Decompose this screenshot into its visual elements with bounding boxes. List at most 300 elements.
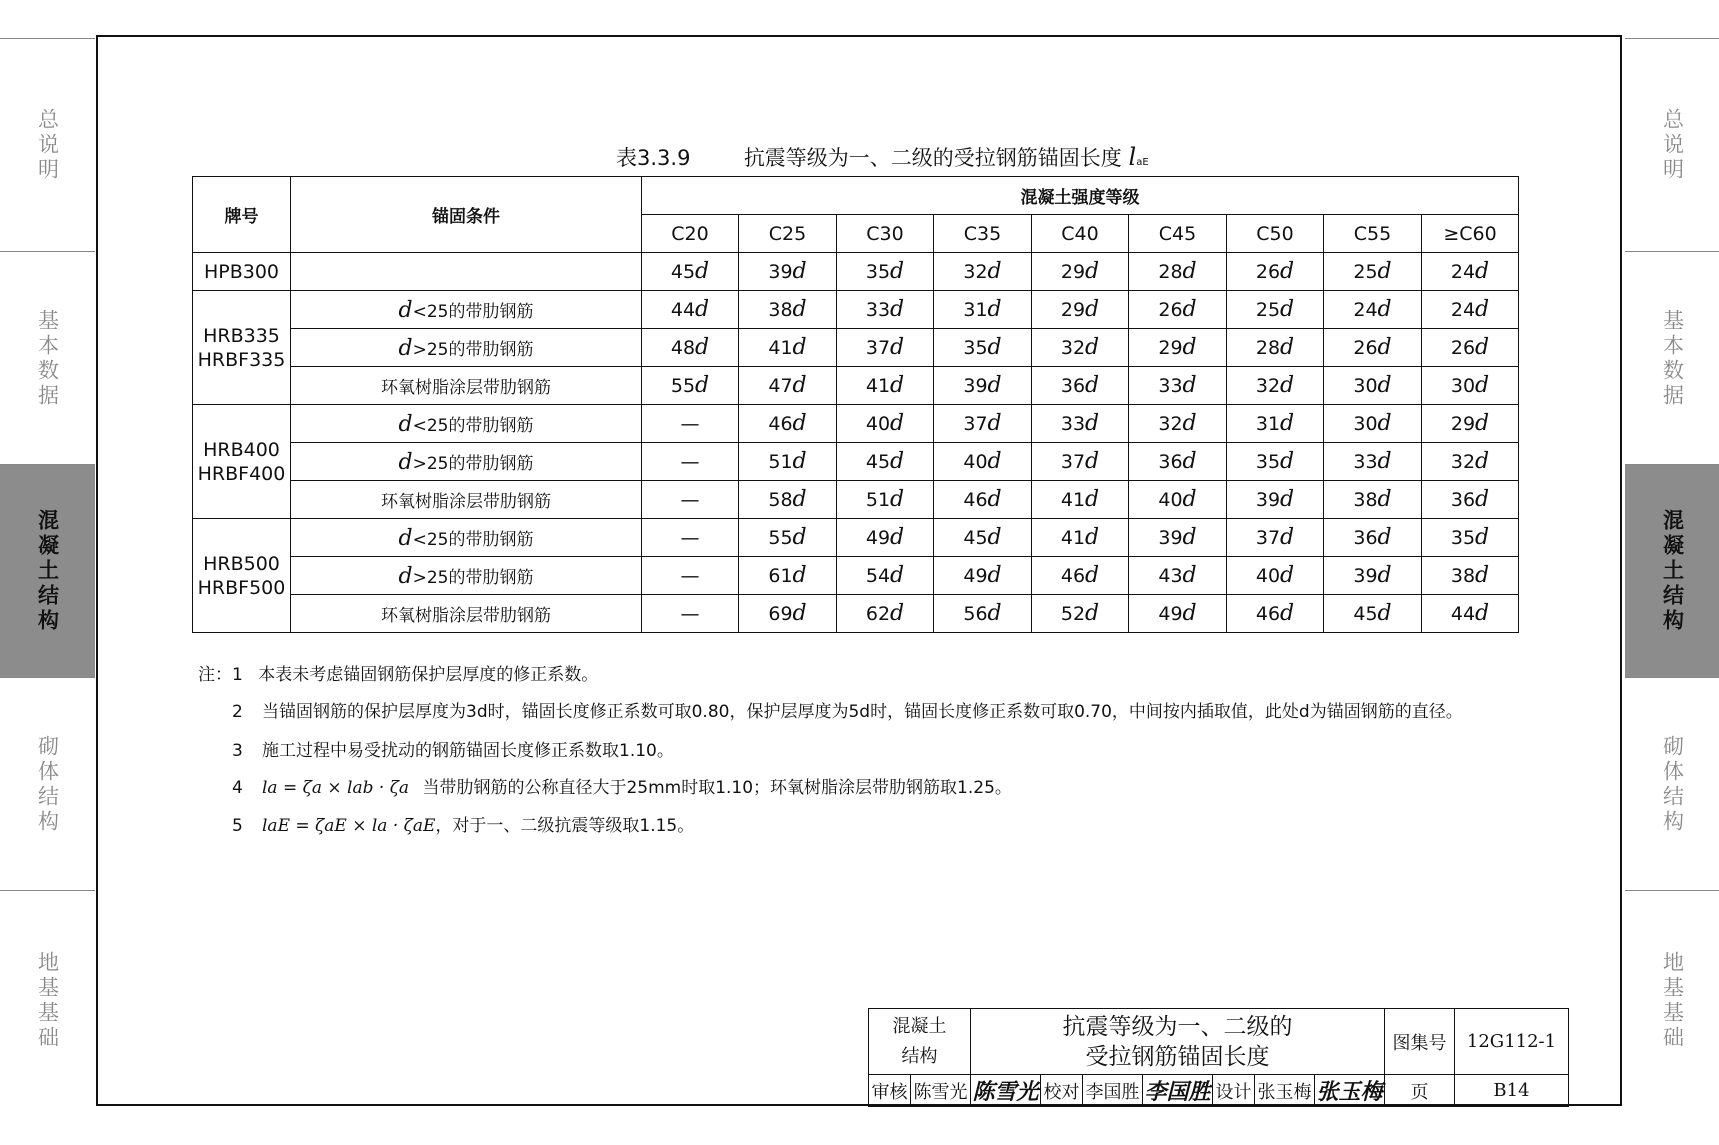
- anchorage-value: 47: [768, 375, 793, 397]
- anchorage-value: 61: [768, 565, 793, 587]
- anchorage-value: 32: [1450, 451, 1476, 473]
- unit-d: d: [1377, 449, 1392, 474]
- anchorage-value-cell: [1422, 291, 1519, 329]
- note-number: 4: [232, 778, 243, 798]
- anchorage-value: 62: [865, 603, 891, 625]
- unit-d: d: [1475, 449, 1490, 474]
- anchorage-value-cell: [1129, 557, 1227, 595]
- anchorage-value: 29: [1158, 337, 1183, 359]
- anchorage-value: 44: [670, 299, 696, 321]
- condition-text: 环氧树脂涂层带肋钢筋: [381, 377, 551, 398]
- anchorage-value-cell: [739, 443, 837, 481]
- anchorage-value: 55: [670, 375, 696, 397]
- tb-page-label: 页: [1385, 1075, 1455, 1107]
- unit-d: d: [1182, 297, 1197, 322]
- tab-concrete-structure[interactable]: [0, 464, 95, 678]
- anchorage-value: 44: [1450, 603, 1476, 625]
- note-text: 当带肋钢筋的公称直径大于25mm时取1.10；环氧树脂涂层带肋钢筋取1.25。: [422, 778, 1012, 798]
- anchorage-value-cell: [1422, 443, 1519, 481]
- tab-label: 基本数据: [35, 308, 60, 409]
- note-text: 施工过程中易受扰动的钢筋锚固长度修正系数取1.10。: [262, 741, 674, 761]
- anchorage-value-cell: [642, 291, 739, 329]
- anchorage-value: 33: [1158, 375, 1183, 397]
- concrete-grade-cell: C45: [1129, 215, 1227, 253]
- anchorage-value: 46: [963, 489, 988, 511]
- table-row: [193, 367, 1519, 405]
- anchorage-value: 48: [670, 337, 696, 359]
- anchorage-value-cell: [1032, 329, 1129, 367]
- note-formula: la = ζa × lab · ζa: [262, 778, 410, 798]
- anchorage-value-cell: [1032, 291, 1129, 329]
- unit-d: d: [1377, 487, 1392, 512]
- unit-d: d: [1182, 601, 1197, 626]
- table-row: [193, 481, 1519, 519]
- anchorage-value-cell: [1129, 367, 1227, 405]
- condition-text: 环氧树脂涂层带肋钢筋: [381, 491, 551, 512]
- concrete-grade-cell: C35: [934, 215, 1032, 253]
- anchorage-value: 24: [1353, 299, 1378, 321]
- note-3: [232, 736, 674, 761]
- unit-d: d: [1182, 563, 1197, 588]
- table-title: 抗震等级为一、二级的受拉钢筋锚固长度: [743, 146, 1122, 170]
- anchorage-value-cell: [1032, 557, 1129, 595]
- unit-d: d: [1280, 373, 1295, 398]
- unit-d: d: [890, 259, 905, 284]
- table-caption: [616, 142, 1149, 172]
- unit-d: d: [1475, 373, 1490, 398]
- unit-d: d: [987, 259, 1002, 284]
- anchorage-value: 37: [963, 413, 988, 435]
- anchorage-value-cell: [1422, 481, 1519, 519]
- unit-d: d: [792, 525, 807, 550]
- unit-d: d: [890, 297, 905, 322]
- anchorage-value: —: [680, 602, 700, 625]
- anchorage-value-cell: [1422, 519, 1519, 557]
- tab-label: 地基基础: [1660, 951, 1685, 1051]
- tab-masonry-structure[interactable]: [0, 677, 95, 891]
- unit-d: d: [987, 449, 1002, 474]
- anchorage-value-cell: [1227, 443, 1324, 481]
- anchorage-value: 46: [768, 413, 793, 435]
- table-row: [193, 253, 1519, 291]
- unit-d: d: [1085, 449, 1100, 474]
- anchorage-value: 30: [1353, 375, 1378, 397]
- anchorage-value-cell: [1032, 595, 1129, 633]
- anchorage-value-cell: [837, 291, 934, 329]
- anchorage-value: 45: [1353, 603, 1378, 625]
- tb-reviewer: 陈雪光: [911, 1075, 971, 1107]
- anchorage-value: 51: [768, 451, 793, 473]
- anchorage-value: 26: [1450, 337, 1476, 359]
- unit-d: d: [1182, 373, 1197, 398]
- anchorage-value-cell: [739, 253, 837, 291]
- condition-text: >25的带肋钢筋: [412, 567, 534, 588]
- anchorage-value: 29: [1450, 413, 1476, 435]
- anchorage-value-cell: [1324, 329, 1422, 367]
- anchorage-value: 32: [963, 261, 988, 283]
- anchorage-value-cell: [642, 595, 739, 633]
- header-row: [193, 177, 1519, 215]
- tab-masonry-structure[interactable]: [1625, 677, 1719, 891]
- anchorage-value: 32: [1060, 337, 1086, 359]
- unit-d: d: [792, 563, 807, 588]
- unit-d: d: [1280, 563, 1295, 588]
- anchorage-value: 46: [1060, 565, 1086, 587]
- tab-label: 砌体结构: [35, 734, 60, 835]
- header-condition: 锚固条件: [291, 177, 642, 253]
- condition-cell: [291, 443, 642, 481]
- condition-cell: [291, 519, 642, 557]
- anchorage-value: 30: [1353, 413, 1378, 435]
- unit-d: d: [1475, 487, 1490, 512]
- anchorage-value: 56: [963, 603, 988, 625]
- anchorage-value: 31: [1255, 413, 1281, 435]
- anchorage-value-cell: [1032, 481, 1129, 519]
- unit-d: d: [1377, 563, 1392, 588]
- anchorage-value: 39: [1353, 565, 1378, 587]
- anchorage-value-cell: [934, 595, 1032, 633]
- anchorage-value-cell: [1422, 557, 1519, 595]
- anchorage-value-cell: [934, 329, 1032, 367]
- tb-title-line-2: 受拉钢筋锚固长度: [1085, 1043, 1270, 1070]
- signature-checker: 李国胜: [1144, 1079, 1211, 1105]
- table-row: [193, 595, 1519, 633]
- notes-prefix: 注：: [198, 665, 232, 685]
- tb-page-no: B14: [1455, 1075, 1569, 1107]
- condition-cell: [291, 481, 642, 519]
- unit-d: d: [1280, 411, 1295, 436]
- anchorage-value: 51: [865, 489, 891, 511]
- anchorage-value-cell: [837, 481, 934, 519]
- anchorage-value: 26: [1255, 261, 1281, 283]
- anchorage-value: 31: [963, 299, 988, 321]
- unit-d: d: [1280, 449, 1295, 474]
- unit-d: d: [1280, 297, 1295, 322]
- note-text: 本表未考虑锚固钢筋保护层厚度的修正系数。: [258, 665, 599, 685]
- unit-d: d: [792, 297, 807, 322]
- tab-concrete-structure[interactable]: [1625, 464, 1719, 678]
- right-sidebar: [1625, 38, 1719, 1110]
- anchorage-value-cell: [1324, 519, 1422, 557]
- anchorage-value: 36: [1450, 489, 1476, 511]
- anchorage-value-cell: [837, 443, 934, 481]
- tab-label: 总说明: [1660, 108, 1685, 183]
- steel-grade-cell: HPB300: [193, 253, 291, 291]
- tab-basic-data[interactable]: [1625, 251, 1719, 465]
- anchorage-value: 54: [865, 565, 891, 587]
- tab-foundation[interactable]: [0, 890, 95, 1111]
- anchorage-value-cell: [1129, 291, 1227, 329]
- condition-text: <25的带肋钢筋: [412, 415, 534, 436]
- diameter-symbol: d: [398, 411, 413, 437]
- unit-d: d: [792, 373, 807, 398]
- anchorage-value-cell: [934, 253, 1032, 291]
- anchorage-value: 55: [768, 527, 793, 549]
- anchorage-value-cell: [739, 481, 837, 519]
- anchorage-value: 26: [1353, 337, 1378, 359]
- tb-checker: 李国胜: [1083, 1075, 1143, 1107]
- concrete-grade-cell: C55: [1324, 215, 1422, 253]
- tb-review-label: 审核: [869, 1075, 911, 1107]
- anchorage-value: 25: [1255, 299, 1281, 321]
- anchorage-value: 33: [865, 299, 891, 321]
- unit-d: d: [987, 335, 1002, 360]
- anchorage-value-cell: [837, 557, 934, 595]
- anchorage-value: 33: [1353, 451, 1378, 473]
- unit-d: d: [1085, 335, 1100, 360]
- anchorage-value-cell: [837, 367, 934, 405]
- anchorage-value: 58: [768, 489, 793, 511]
- note-number: 5: [232, 816, 243, 836]
- tab-general-notes[interactable]: [1625, 38, 1719, 252]
- anchorage-value-cell: [1324, 367, 1422, 405]
- unit-d: d: [890, 335, 905, 360]
- unit-d: d: [695, 297, 710, 322]
- unit-d: d: [987, 297, 1002, 322]
- unit-d: d: [1475, 601, 1490, 626]
- anchorage-value: 49: [963, 565, 988, 587]
- anchorage-value-cell: [837, 405, 934, 443]
- anchorage-value: 30: [1450, 375, 1476, 397]
- anchorage-value: —: [680, 450, 700, 473]
- anchorage-value-cell: [1324, 595, 1422, 633]
- anchorage-value-cell: [1032, 519, 1129, 557]
- anchorage-value-cell: [1324, 443, 1422, 481]
- unit-d: d: [1085, 525, 1100, 550]
- anchorage-value-cell: [642, 481, 739, 519]
- unit-d: d: [1280, 487, 1295, 512]
- condition-text: >25的带肋钢筋: [412, 453, 534, 474]
- tb-atlas-label: 图集号: [1385, 1009, 1455, 1075]
- anchorage-value-cell: [1227, 519, 1324, 557]
- unit-d: d: [1377, 335, 1392, 360]
- unit-d: d: [890, 563, 905, 588]
- anchorage-value: 49: [865, 527, 891, 549]
- tab-foundation[interactable]: [1625, 890, 1719, 1111]
- anchorage-value-cell: [739, 595, 837, 633]
- anchorage-value: 43: [1158, 565, 1183, 587]
- concrete-grade-cell: C40: [1032, 215, 1129, 253]
- anchorage-value-cell: [642, 367, 739, 405]
- diameter-symbol: d: [398, 297, 413, 323]
- tb-reviewer-signature: [971, 1075, 1041, 1107]
- anchorage-value: 29: [1060, 261, 1086, 283]
- note-2: [232, 697, 1463, 722]
- anchorage-value-cell: [837, 253, 934, 291]
- diameter-symbol: d: [398, 449, 413, 475]
- tb-check-label: 校对: [1041, 1075, 1083, 1107]
- anchorage-value: 28: [1158, 261, 1183, 283]
- anchorage-value: 24: [1450, 261, 1476, 283]
- unit-d: d: [1182, 335, 1197, 360]
- note-5: [232, 811, 694, 836]
- left-sidebar: [0, 38, 95, 1110]
- anchorage-value-cell: [934, 405, 1032, 443]
- concrete-grade-cell: ≥C60: [1422, 215, 1519, 253]
- anchorage-length-table: [192, 176, 1519, 633]
- anchorage-value-cell: [1129, 595, 1227, 633]
- condition-cell: [291, 253, 642, 291]
- anchorage-value-cell: [1422, 367, 1519, 405]
- unit-d: d: [792, 487, 807, 512]
- unit-d: d: [1475, 259, 1490, 284]
- condition-cell: [291, 595, 642, 633]
- unit-d: d: [987, 525, 1002, 550]
- anchorage-value: 39: [1255, 489, 1281, 511]
- anchorage-value-cell: [1129, 329, 1227, 367]
- unit-d: d: [1280, 259, 1295, 284]
- anchorage-value: —: [680, 412, 700, 435]
- concrete-grade-cell: C30: [837, 215, 934, 253]
- anchorage-value: —: [680, 526, 700, 549]
- signature-designer: 张玉梅: [1316, 1079, 1383, 1105]
- anchorage-value-cell: [1032, 405, 1129, 443]
- anchorage-value-cell: [837, 595, 934, 633]
- unit-d: d: [1475, 525, 1490, 550]
- note-4: [232, 773, 1012, 798]
- signature-reviewer: 陈雪光: [972, 1079, 1039, 1105]
- anchorage-value: 38: [1353, 489, 1378, 511]
- tb-checker-signature: [1143, 1075, 1213, 1107]
- condition-text: <25的带肋钢筋: [412, 301, 534, 322]
- note-number: 3: [232, 741, 243, 761]
- concrete-grade-cell: C25: [739, 215, 837, 253]
- anchorage-value-cell: [1032, 253, 1129, 291]
- note-text: 当锚固钢筋的保护层厚度为3d时，锚固长度修正系数可取0.80，保护层厚度为5d时，锚固长度修正系数可取0.70，中间按内插取值，此处d为锚固钢筋的直径。: [262, 702, 1463, 722]
- unit-d: d: [1085, 297, 1100, 322]
- anchorage-value-cell: [1422, 329, 1519, 367]
- condition-text: >25的带肋钢筋: [412, 339, 534, 360]
- anchorage-value: 25: [1353, 261, 1378, 283]
- unit-d: d: [1085, 373, 1100, 398]
- anchorage-value: 52: [1060, 603, 1086, 625]
- tb-designer: 张玉梅: [1255, 1075, 1315, 1107]
- anchorage-value: 38: [1450, 565, 1476, 587]
- unit-d: d: [695, 335, 710, 360]
- condition-text: 环氧树脂涂层带肋钢筋: [381, 605, 551, 626]
- tab-basic-data[interactable]: [0, 251, 95, 465]
- anchorage-value-cell: [1422, 253, 1519, 291]
- unit-d: d: [1475, 563, 1490, 588]
- anchorage-value: 29: [1060, 299, 1086, 321]
- unit-d: d: [1182, 525, 1197, 550]
- anchorage-value: 36: [1060, 375, 1086, 397]
- anchorage-value: 26: [1158, 299, 1183, 321]
- anchorage-value: 35: [1450, 527, 1476, 549]
- unit-d: d: [890, 449, 905, 474]
- table-row: [193, 329, 1519, 367]
- anchorage-value-cell: [1227, 405, 1324, 443]
- unit-d: d: [890, 487, 905, 512]
- anchorage-value: —: [680, 488, 700, 511]
- anchorage-value: 46: [1255, 603, 1281, 625]
- anchorage-value-cell: [739, 557, 837, 595]
- unit-d: d: [1182, 259, 1197, 284]
- anchorage-value-cell: [934, 519, 1032, 557]
- anchorage-value: 38: [768, 299, 793, 321]
- tab-label: 总说明: [35, 108, 60, 183]
- anchorage-value-cell: [739, 367, 837, 405]
- anchorage-value: 69: [768, 603, 793, 625]
- diameter-symbol: d: [398, 563, 413, 589]
- tb-title: [971, 1009, 1385, 1075]
- unit-d: d: [792, 335, 807, 360]
- anchorage-value-cell: [1422, 405, 1519, 443]
- caption-symbol-sub: aE: [1136, 157, 1149, 168]
- diameter-symbol: d: [398, 525, 413, 551]
- anchorage-value-cell: [1324, 291, 1422, 329]
- unit-d: d: [890, 601, 905, 626]
- anchorage-value-cell: [642, 519, 739, 557]
- unit-d: d: [1182, 449, 1197, 474]
- unit-d: d: [987, 373, 1002, 398]
- unit-d: d: [1475, 411, 1490, 436]
- anchorage-value-cell: [1324, 253, 1422, 291]
- anchorage-value: —: [680, 564, 700, 587]
- anchorage-value-cell: [1129, 481, 1227, 519]
- anchorage-value-cell: [1032, 367, 1129, 405]
- anchorage-value-cell: [837, 329, 934, 367]
- unit-d: d: [1475, 297, 1490, 322]
- note-formula: laE = ζaE × la · ζaE: [262, 816, 436, 836]
- condition-cell: [291, 405, 642, 443]
- anchorage-value: 45: [670, 261, 696, 283]
- steel-grade-cell: HRB335 HRBF335: [193, 291, 291, 405]
- table-row: [193, 519, 1519, 557]
- tb-category: [869, 1009, 971, 1075]
- anchorage-value-cell: [1129, 443, 1227, 481]
- unit-d: d: [987, 411, 1002, 436]
- unit-d: d: [1085, 259, 1100, 284]
- condition-cell: [291, 291, 642, 329]
- table-number: 表3.3.9: [616, 146, 691, 170]
- tab-label: 混凝土结构: [1660, 509, 1685, 634]
- anchorage-value-cell: [1324, 557, 1422, 595]
- anchorage-value-cell: [1129, 405, 1227, 443]
- anchorage-value: 45: [963, 527, 988, 549]
- tb-design-label: 设计: [1213, 1075, 1255, 1107]
- anchorage-value: 40: [1255, 565, 1281, 587]
- anchorage-value-cell: [1129, 519, 1227, 557]
- anchorage-value-cell: [934, 367, 1032, 405]
- tb-title-line-1: 抗震等级为一、二级的: [1062, 1013, 1293, 1040]
- tab-label: 基本数据: [1660, 308, 1685, 409]
- anchorage-value: 36: [1158, 451, 1183, 473]
- anchorage-value: 39: [1158, 527, 1183, 549]
- unit-d: d: [1475, 335, 1490, 360]
- anchorage-value: 36: [1353, 527, 1378, 549]
- anchorage-value: 32: [1255, 375, 1281, 397]
- tb-category-text: 混凝土 结构: [892, 1015, 947, 1067]
- unit-d: d: [1377, 373, 1392, 398]
- tb-atlas-no: 12G112-1: [1455, 1009, 1569, 1075]
- unit-d: d: [987, 601, 1002, 626]
- anchorage-value-cell: [1032, 443, 1129, 481]
- unit-d: d: [987, 487, 1002, 512]
- anchorage-value-cell: [642, 443, 739, 481]
- condition-cell: [291, 557, 642, 595]
- anchorage-value: 40: [963, 451, 988, 473]
- anchorage-value-cell: [1324, 481, 1422, 519]
- unit-d: d: [695, 259, 710, 284]
- anchorage-value: 24: [1450, 299, 1476, 321]
- anchorage-value-cell: [739, 405, 837, 443]
- unit-d: d: [1377, 411, 1392, 436]
- unit-d: d: [1182, 411, 1197, 436]
- tab-general-notes[interactable]: [0, 38, 95, 252]
- anchorage-value-cell: [642, 329, 739, 367]
- anchorage-value-cell: [1227, 557, 1324, 595]
